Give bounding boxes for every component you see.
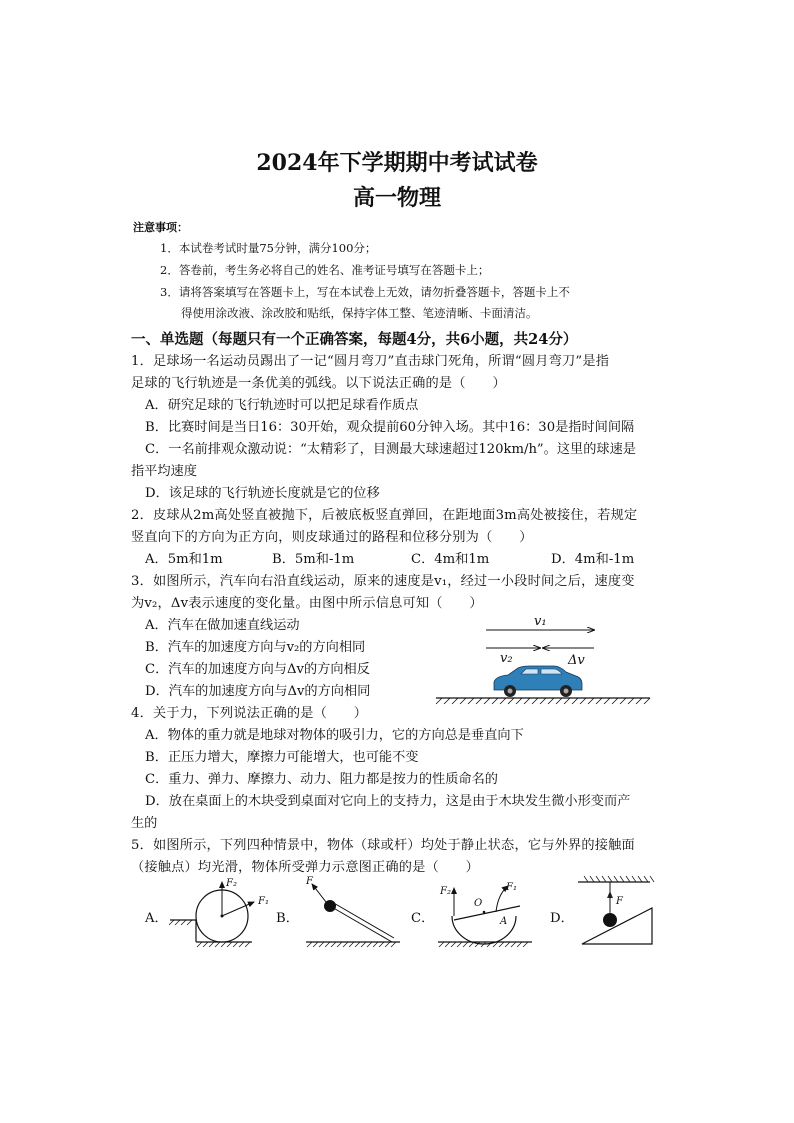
q5-figure-d [574, 872, 674, 950]
question-4-option-b: B．正压力增大，摩擦力可能增大，也可能不变 [145, 750, 419, 765]
svg-text:O: O [474, 898, 483, 909]
question-5-option-d: D． [550, 911, 574, 926]
v1-label: v₁ [534, 614, 547, 629]
question-1-option-b: B．比赛时间是当日16：30开始，观众提前60分钟入场。其中16：30是指时间间隔 [145, 420, 635, 435]
force-f1-arrow [222, 902, 254, 916]
question-1-option-c: 指平均速度 [131, 464, 197, 479]
svg-text:F: F [616, 896, 623, 907]
question-2-stem: 竖直向下的方向为正方向，则皮球通过的路程和位移分别为（ ） [131, 530, 533, 545]
notice-item: 1．本试卷考试时量75分钟，满分100分； [160, 241, 377, 255]
svg-text:F₂: F₂ [226, 878, 237, 889]
question-4-option-d: 生的 [131, 816, 158, 831]
delta-v-label: Δv [568, 653, 585, 668]
exam-title: 2024年下学期期中考试试卷 [256, 150, 538, 176]
svg-text:F₁: F₁ [506, 882, 517, 893]
question-5-option-a: A． [145, 911, 168, 926]
question-3-stem: 3．如图所示，汽车向右沿直线运动，原来的速度是v₁，经过一小段时间之后，速度变 [131, 574, 635, 589]
svg-text:F₂: F₂ [440, 886, 451, 897]
question-3-option-c: C．汽车的加速度方向与Δv的方向相反 [145, 662, 370, 677]
question-4-option-a: A．物体的重力就是地球对物体的吸引力，它的方向总是垂直向下 [145, 728, 524, 743]
section-heading: 一、单选题（每题只有一个正确答案，每题4分，共6小题，共24分） [131, 331, 578, 348]
question-1-option-c: C．一名前排观众激动说：“太精彩了，目测最大球速超过120km/h”。这里的球速是 [145, 442, 636, 457]
q5-figure-b [296, 872, 406, 950]
question-5-stem: （接触点）均光滑，物体所受弹力示意图正确的是（ ） [131, 860, 480, 875]
ground-hatch [436, 698, 650, 704]
question-3-option-d: D．汽车的加速度方向与Δv的方向相同 [145, 684, 371, 699]
v2-label: v₂ [500, 651, 513, 666]
svg-text:A: A [500, 916, 508, 927]
notice-item: 3．请将答案填写在答题卡上，写在本试卷上无效，请勿折叠答题卡，答题卡上不 [160, 285, 570, 299]
question-5-stem: 5．如图所示，下列四种情景中，物体（球或杆）均处于静止状态，它与外界的接触面 [131, 838, 635, 853]
svg-text:F: F [306, 876, 313, 887]
question-3-option-a: A．汽车在做加速直线运动 [145, 618, 300, 633]
question-5-option-c: C． [411, 911, 435, 926]
question-2-option-b: B．5m和-1m [272, 552, 355, 567]
notice-heading: 注意事项： [133, 221, 188, 234]
notice-item: 得使用涂改液、涂改胶和贴纸，保持字体工整、笔迹清晰、卡面清洁。 [181, 306, 538, 320]
question-2-option-c: C．4m和1m [411, 552, 490, 567]
q5-figure-c [432, 872, 542, 950]
question-4-option-c: C．重力、弹力、摩擦力、动力、阻力都是按力的性质命名的 [145, 772, 498, 787]
question-3-stem: 为v₂，Δv表示速度的变化量。由图中所示信息可知（ ） [131, 596, 483, 611]
question-2-stem: 2．皮球从2m高处竖直被抛下，后被底板竖直弹回，在距地面3m高处被接住，若规定 [131, 508, 638, 523]
car-icon [494, 666, 582, 697]
q3-velocity-figure [430, 610, 660, 710]
question-2-option-a: A．5m和1m [145, 552, 223, 567]
question-1-stem: 足球的飞行轨迹是一条优美的弧线。以下说法正确的是（ ） [131, 376, 506, 391]
question-2-option-d: D．4m和-1m [551, 552, 635, 567]
question-4-stem: 4．关于力，下列说法正确的是（ ） [131, 706, 368, 721]
question-1-stem: 1．足球场一名运动员踢出了一记“圆月弯刀”直击球门死角，所谓“圆月弯刀”是指 [131, 354, 610, 369]
svg-text:F₁: F₁ [258, 896, 269, 907]
subject-title: 高一物理 [352, 185, 441, 211]
notice-item: 2．答卷前，考生务必将自己的姓名、准考证号填写在答题卡上； [160, 263, 490, 277]
question-1-option-a: A．研究足球的飞行轨迹时可以把足球看作质点 [145, 398, 419, 413]
force-f-arrow [312, 884, 326, 902]
question-4-option-d: D．放在桌面上的木块受到桌面对它向上的支持力，这是由于木块发生微小形变而产 [145, 794, 631, 809]
question-3-option-b: B．汽车的加速度方向与v₂的方向相同 [145, 640, 366, 655]
question-1-option-d: D．该足球的飞行轨迹长度就是它的位移 [145, 486, 380, 501]
question-5-option-b: B． [276, 911, 299, 926]
q5-figure-a [166, 872, 276, 950]
